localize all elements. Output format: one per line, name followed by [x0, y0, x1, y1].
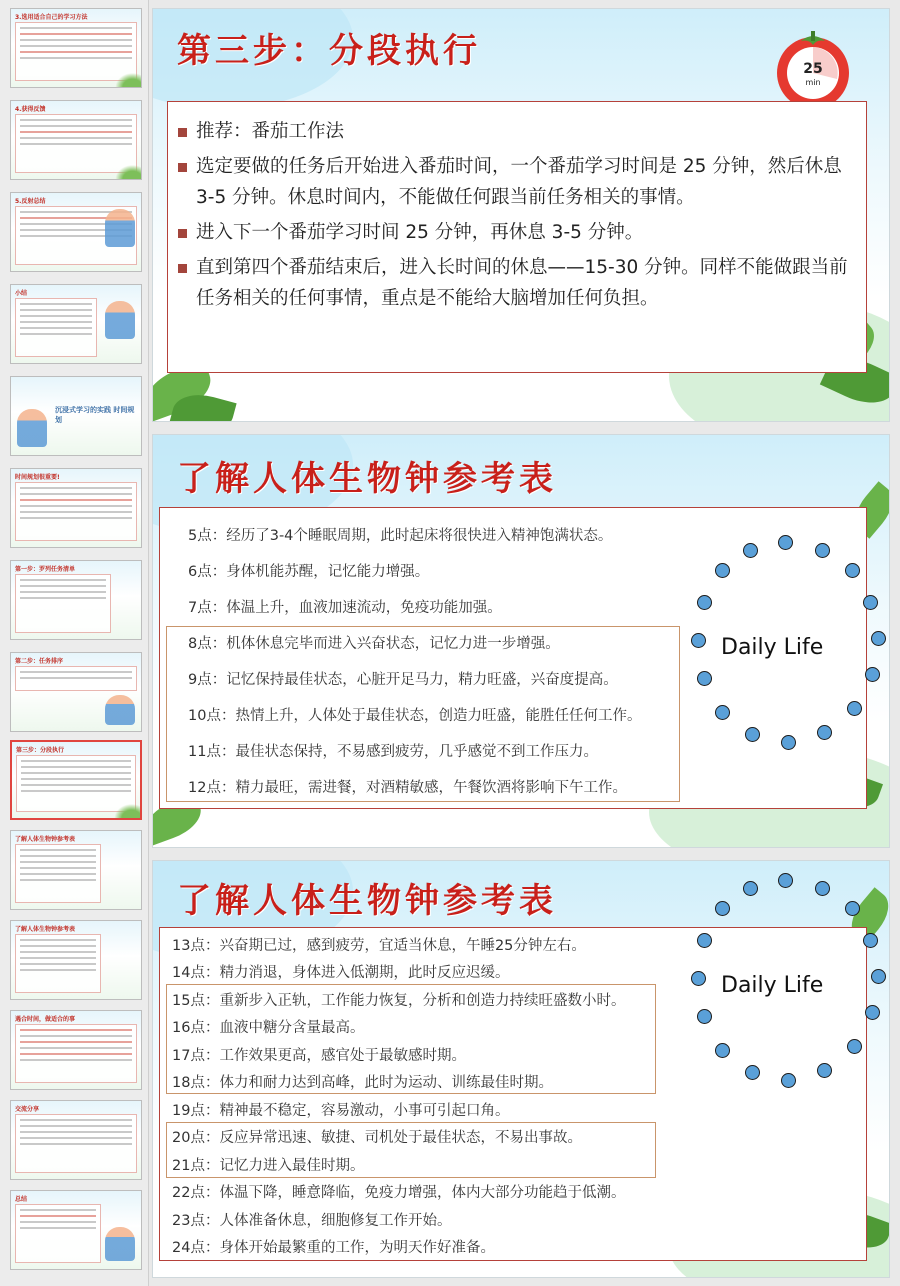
thumbnail-title: 第一步：罗列任务清单 [15, 566, 76, 573]
tomato-timer-icon [771, 27, 855, 111]
stick-figure-icon [865, 1005, 880, 1020]
slide-thumbnail-6[interactable] [10, 468, 142, 548]
clock-row: 24点：身体开始最繁重的工作，为明天作好准备。 [172, 1240, 495, 1256]
thumbnail-title: 第三步：分段执行 [16, 747, 65, 754]
slide-thumbnail-7[interactable] [10, 560, 142, 640]
clock-row: 10点：热情上升，人体处于最佳状态，创造力旺盛，能胜任任何工作。 [188, 708, 642, 724]
clock-row: 18点：体力和耐力达到高峰，此时为运动、训练最佳时期。 [172, 1075, 553, 1091]
stick-figure-icon [743, 543, 758, 558]
slide-thumbnail-11[interactable] [10, 920, 142, 1000]
slide-title: 了解人体生物钟参考表 [177, 459, 557, 499]
clock-row: 11点：最佳状态保持，不易感到疲劳，几乎感觉不到工作压力。 [188, 744, 598, 760]
stick-figure-icon [871, 631, 886, 646]
slide-thumbnail-5[interactable] [10, 376, 142, 456]
stick-figure-icon [778, 873, 793, 888]
stick-figure-icon [815, 543, 830, 558]
thumbnail-title: 5.反射总结 [15, 198, 46, 205]
bullet-square-icon [178, 128, 187, 137]
stick-figure-icon [845, 901, 860, 916]
thumbnail-title: 总结 [15, 1196, 28, 1203]
clock-row: 6点：身体机能苏醒，记忆能力增强。 [188, 564, 430, 580]
stick-figure-icon [743, 881, 758, 896]
stick-figure-icon [847, 1039, 862, 1054]
slide-pomodoro[interactable] [152, 8, 890, 422]
stick-figure-icon [715, 1043, 730, 1058]
daily-life-label: Daily Life [721, 973, 824, 998]
clock-row: 8点：机体休息完毕而进入兴奋状态，记忆力进一步增强。 [188, 636, 560, 652]
stick-figure-icon [697, 595, 712, 610]
daily-life-circle [685, 535, 885, 765]
slide-thumbnail-8[interactable] [10, 652, 142, 732]
daily-life-circle [685, 873, 885, 1103]
slide-thumbnail-9-selected[interactable] [10, 740, 142, 820]
stick-figure-icon [845, 563, 860, 578]
stick-figure-icon [847, 701, 862, 716]
clock-row: 9点：记忆保持最佳状态，心脏开足马力，精力旺盛，兴奋度提高。 [188, 672, 618, 688]
thumbnail-title: 了解人体生物钟参考表 [15, 836, 76, 843]
stick-figure-icon [715, 563, 730, 578]
svg-text:min: min [805, 78, 821, 87]
clock-row: 14点：精力消退，身体进入低潮期，此时反应迟缓。 [172, 965, 510, 981]
thumbnail-title: 小结 [15, 290, 28, 297]
bullet-square-icon [178, 229, 187, 238]
bullet-item: 进入下一个番茄学习时间 25 分钟，再休息 3-5 分钟。 [178, 217, 852, 248]
svg-text:25: 25 [803, 61, 823, 77]
clock-row: 7点：体温上升，血液加速流动，免疫功能加强。 [188, 600, 502, 616]
bullet-square-icon [178, 264, 187, 273]
slide-biological-clock-afternoon[interactable] [152, 860, 890, 1278]
thumbnail-title: 第二步：任务排序 [15, 658, 64, 665]
bullet-square-icon [178, 163, 187, 172]
bullet-item: 推荐：番茄工作法 [178, 116, 852, 147]
slide-thumbnail-12[interactable] [10, 1010, 142, 1090]
stick-figure-icon [863, 595, 878, 610]
thumbnail-title: 了解人体生物钟参考表 [15, 926, 76, 933]
slide-thumbnail-13[interactable] [10, 1100, 142, 1180]
stick-figure-icon [815, 881, 830, 896]
stick-figure-icon [781, 1073, 796, 1088]
thumbnail-title: 沉浸式学习的实践 时间规划 [55, 406, 135, 424]
stick-figure-icon [715, 901, 730, 916]
stick-figure-icon [865, 667, 880, 682]
stick-figure-icon [778, 535, 793, 550]
thumbnail-title: 3.选用适合自己的学习方法 [15, 14, 88, 21]
thumbnail-title: 遇合时间，做适合的事 [15, 1016, 76, 1023]
clock-row: 5点：经历了3-4个睡眠周期，此时起床将很快进入精神饱满状态。 [188, 528, 613, 544]
slide-thumbnail-1[interactable] [10, 8, 142, 88]
stick-figure-icon [697, 671, 712, 686]
stick-figure-icon [697, 933, 712, 948]
slide-thumbnail-10[interactable] [10, 830, 142, 910]
pomodoro-bullet-list [178, 116, 852, 314]
stick-figure-icon [781, 735, 796, 750]
slide-title: 第三步：分段执行 [177, 31, 481, 71]
stick-figure-icon [817, 725, 832, 740]
slide-thumbnail-3[interactable] [10, 192, 142, 272]
stick-figure-icon [817, 1063, 832, 1078]
clock-row: 15点：重新步入正轨，工作能力恢复，分析和创造力持续旺盛数小时。 [172, 993, 626, 1009]
stick-figure-icon [691, 633, 706, 648]
clock-row: 13点：兴奋期已过，感到疲劳，宜适当休息，午睡25分钟左右。 [172, 938, 586, 954]
slide-thumbnail-14[interactable] [10, 1190, 142, 1270]
slide-biological-clock-morning[interactable] [152, 434, 890, 848]
bullet-item: 直到第四个番茄结束后，进入长时间的休息——15-30 分钟。同样不能做跟当前任务相关的任何事情，重点是不能给大脑增加任何负担。 [178, 252, 852, 314]
slide-title: 了解人体生物钟参考表 [177, 881, 557, 921]
clock-row: 12点：精力最旺，需进餐，对酒精敏感，午餐饮酒将影响下午工作。 [188, 780, 627, 796]
thumbnail-title: 时间规划很重要! [15, 474, 60, 481]
stick-figure-icon [715, 705, 730, 720]
pomodoro-content-box [167, 101, 867, 373]
clock-row: 23点：人体准备休息，细胞修复工作开始。 [172, 1213, 452, 1229]
stick-figure-icon [691, 971, 706, 986]
clock-row: 21点：记忆力进入最佳时期。 [172, 1158, 365, 1174]
clock-row: 17点：工作效果更高，感官处于最敏感时期。 [172, 1048, 466, 1064]
slide-thumbnail-2[interactable] [10, 100, 142, 180]
clock-row: 16点：血液中糖分含量最高。 [172, 1020, 365, 1036]
slide-thumbnail-panel [0, 0, 149, 1286]
thumbnail-title: 4.获得反馈 [15, 106, 46, 113]
bullet-item: 选定要做的任务后开始进入番茄时间，一个番茄学习时间是 25 分钟，然后休息 3-5 分钟。休息时间内，不能做任何跟当前任务相关的事情。 [178, 151, 852, 213]
stick-figure-icon [745, 727, 760, 742]
slide-thumbnail-4[interactable] [10, 284, 142, 364]
clock-row: 20点：反应异常迅速、敏捷、司机处于最佳状态，不易出事故。 [172, 1130, 582, 1146]
stick-figure-icon [863, 933, 878, 948]
stick-figure-icon [697, 1009, 712, 1024]
clock-row: 22点：体温下降，睡意降临，免疫力增强，体内大部分功能趋于低潮。 [172, 1185, 626, 1201]
clock-row: 19点：精神最不稳定，容易激动，小事可引起口角。 [172, 1103, 510, 1119]
stick-figure-icon [871, 969, 886, 984]
daily-life-label: Daily Life [721, 635, 824, 660]
stick-figure-icon [745, 1065, 760, 1080]
thumbnail-title: 交流分享 [15, 1106, 40, 1113]
